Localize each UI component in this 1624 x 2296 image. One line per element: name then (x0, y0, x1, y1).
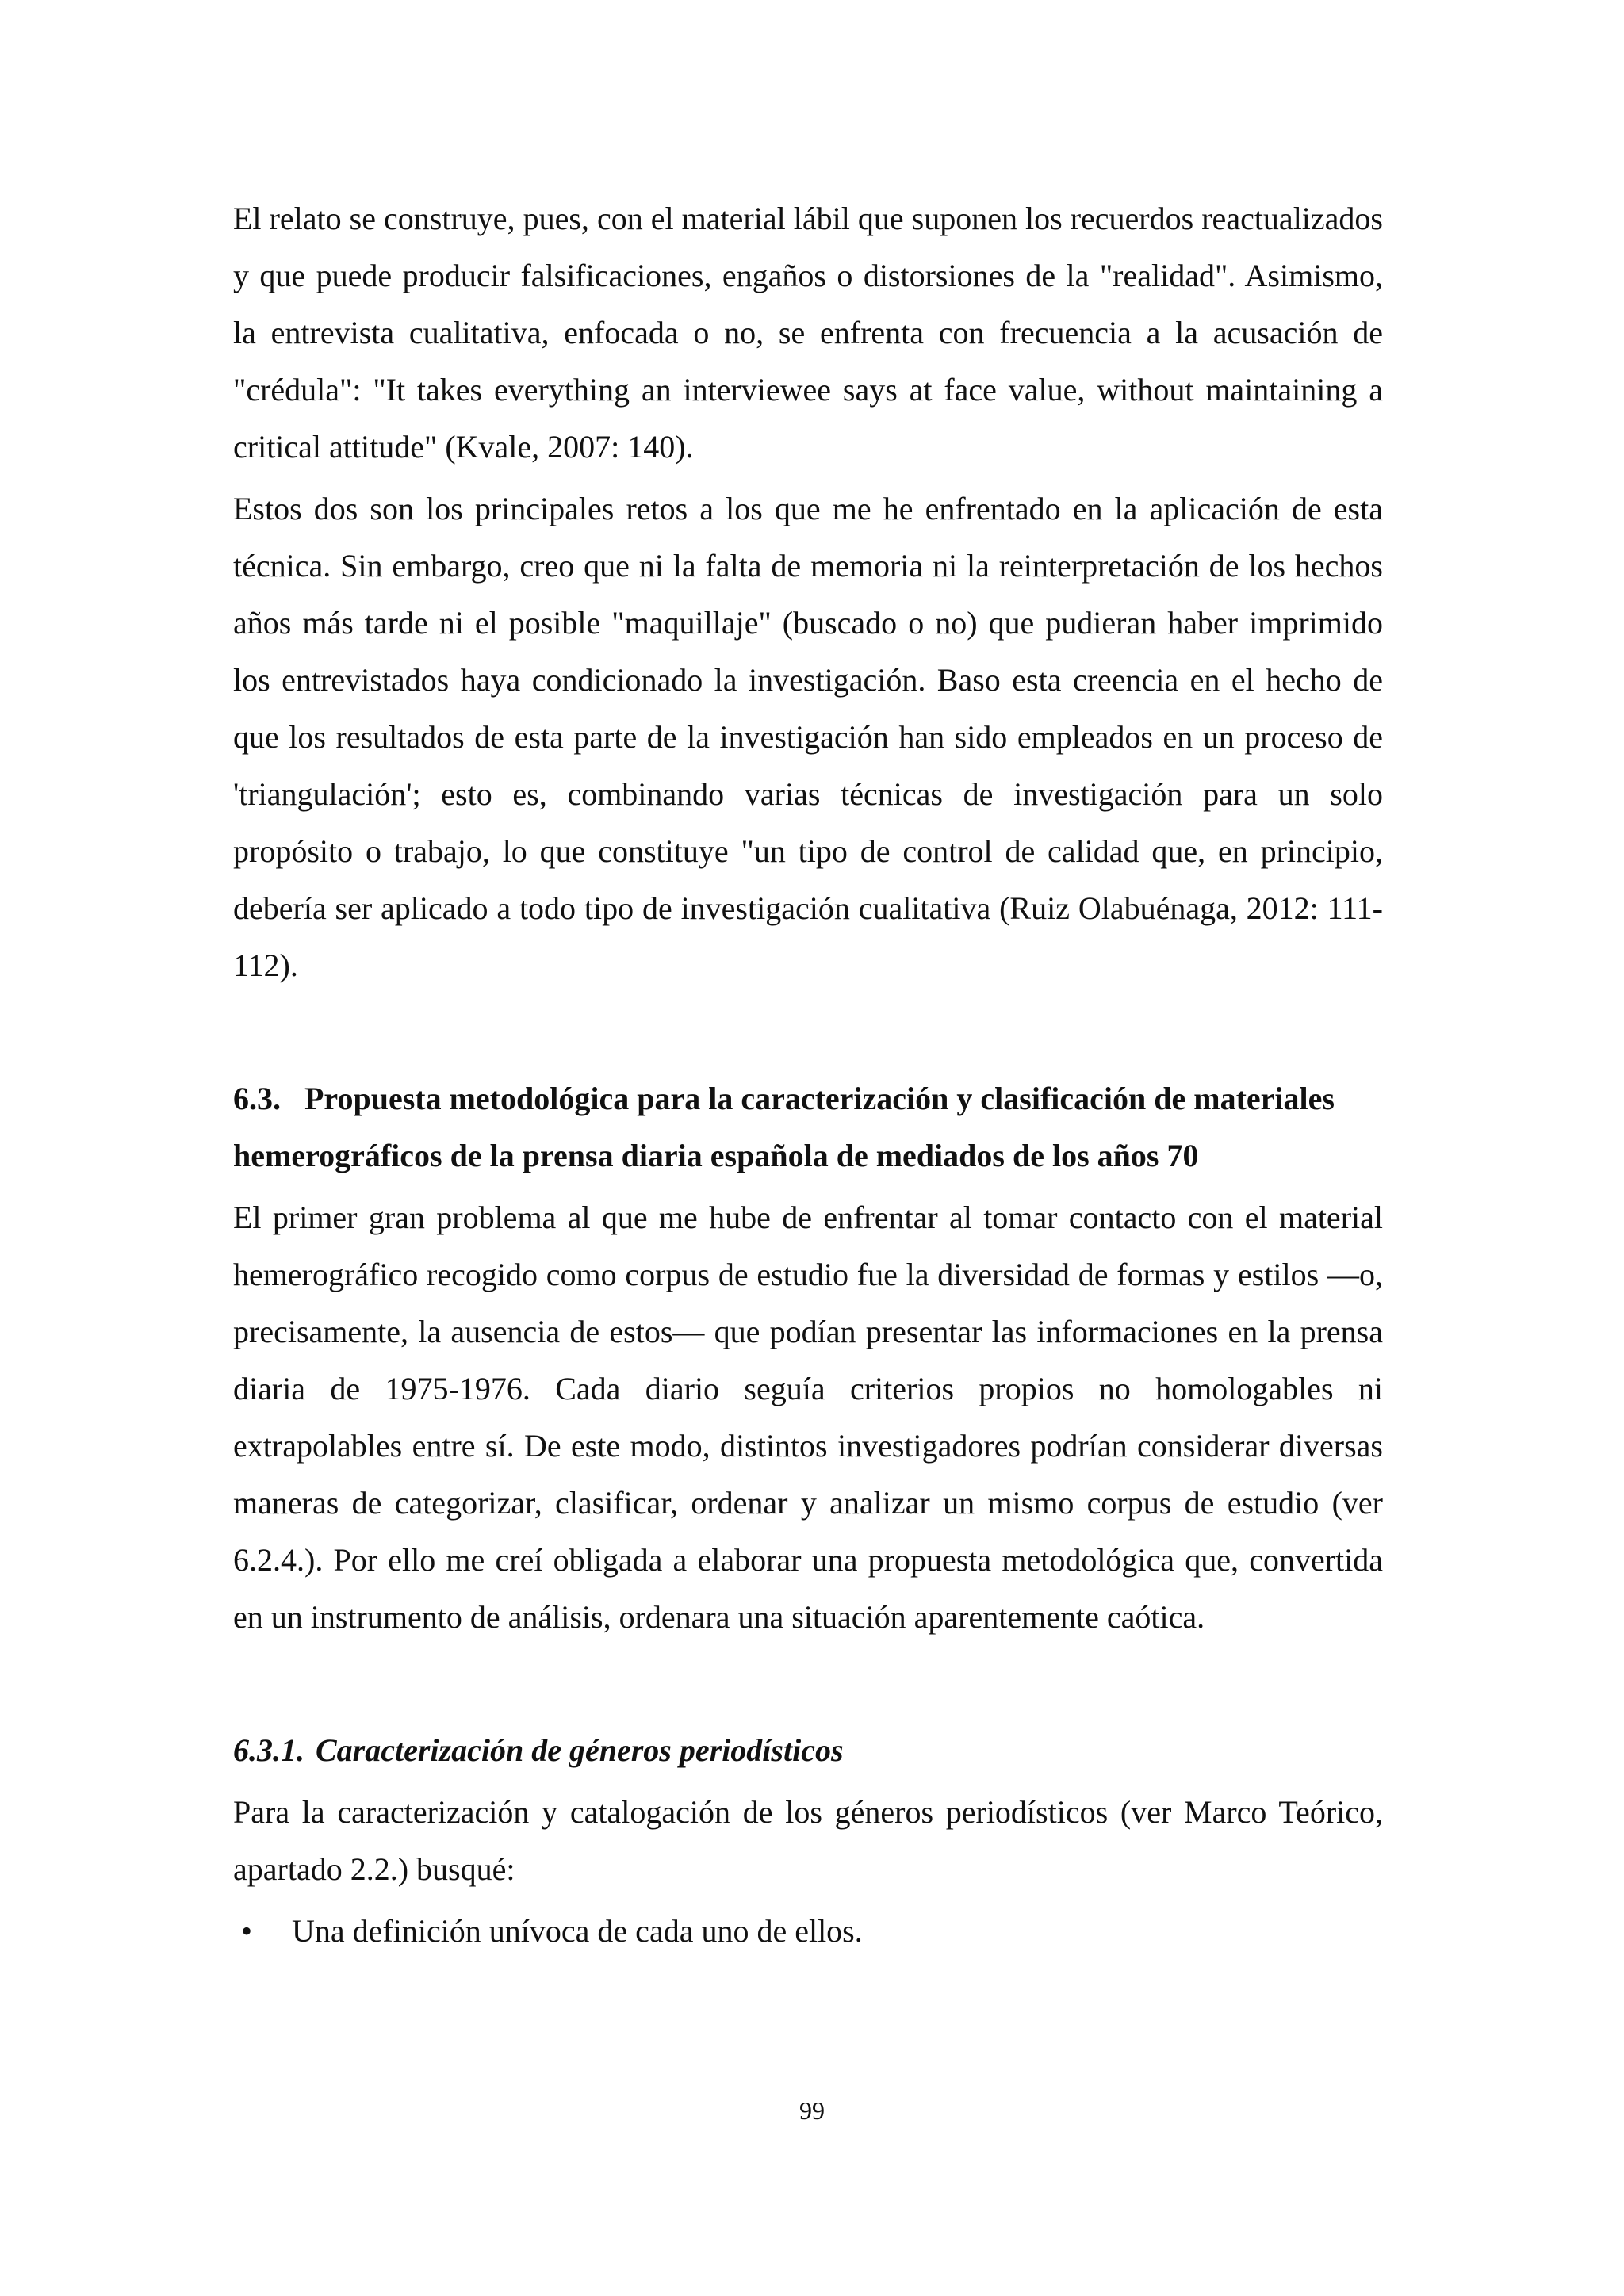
section-title: Propuesta metodológica para la caracterización y clasificación de materiales hemerográficos de la prensa diaria española de mediados de los años 70 (233, 1081, 1335, 1173)
subsection-title: Caracterización de géneros periodísticos (316, 1732, 844, 1768)
bullet-icon: • (241, 1913, 253, 1949)
subsection-number: 6.3.1. (233, 1732, 304, 1768)
list-item-text: Una definición unívoca de cada uno de ellos. (292, 1913, 863, 1949)
bullet-list (233, 1903, 1383, 1960)
subsection-heading (233, 1722, 1383, 1779)
paragraph-memory-challenges: El relato se construye, pues, con el material lábil que suponen los recuerdos reactualizados y que puede producir falsificaciones, engaños o distorsiones de la "realidad". Asimismo, la entrevista cualitativa, enfocada o no, se enfrenta con frecuencia a la acusación de "crédula": "It takes everything an interviewee says at face value, without maintaining a critical attitude" (Kvale, 2007: 140). (233, 201, 1383, 465)
section-number: 6.3. (233, 1081, 281, 1116)
paragraph-methodology: El primer gran problema al que me hube de enfrentar al tomar contacto con el material hemerográfico recogido como corpus de estudio fue la diversidad de formas y estilos —o, precisamente, la ausencia de estos— que podían presentar las informaciones en la prensa diaria de 1975-1976. Cada diario seguía criterios propios no homologables ni extrapolables entre sí. De este modo, distintos investigadores podrían considerar diversas maneras de categorizar, clasificar, ordenar y analizar un mismo corpus de estudio (ver 6.2.4.). Por ello me creí obligada a elaborar una propuesta metodológica que, convertida en un instrumento de análisis, ordenara una situación aparentemente caótica. (233, 1200, 1383, 1635)
page-content (233, 190, 1383, 1960)
paragraph-triangulation: Estos dos son los principales retos a los que me he enfrentado en la aplicación de esta técnica. Sin embargo, creo que ni la falta de memoria ni la reinterpretación de los hechos años más tarde ni el posible "maquillaje" (buscado o no) que pudieran haber imprimido los entrevistados haya condicionado la investigación. Baso esta creencia en el hecho de que los resultados de esta parte de la investigación han sido empleados en un proceso de 'triangulación'; esto es, combinando varias técnicas de investigación para un solo propósito o trabajo, lo que constituye "un tipo de control de calidad que, en principio, debería ser aplicado a todo tipo de investigación cualitativa (Ruiz Olabuénaga, 2012: 111-112). (233, 491, 1383, 983)
list-item (233, 1903, 1383, 1960)
section-heading (233, 1070, 1383, 1184)
paragraph-genres-intro: Para la caracterización y catalogación de los géneros periodísticos (ver Marco Teórico, apartado 2.2.) busqué: (233, 1794, 1383, 1887)
page-number: 99 (799, 2096, 825, 2125)
